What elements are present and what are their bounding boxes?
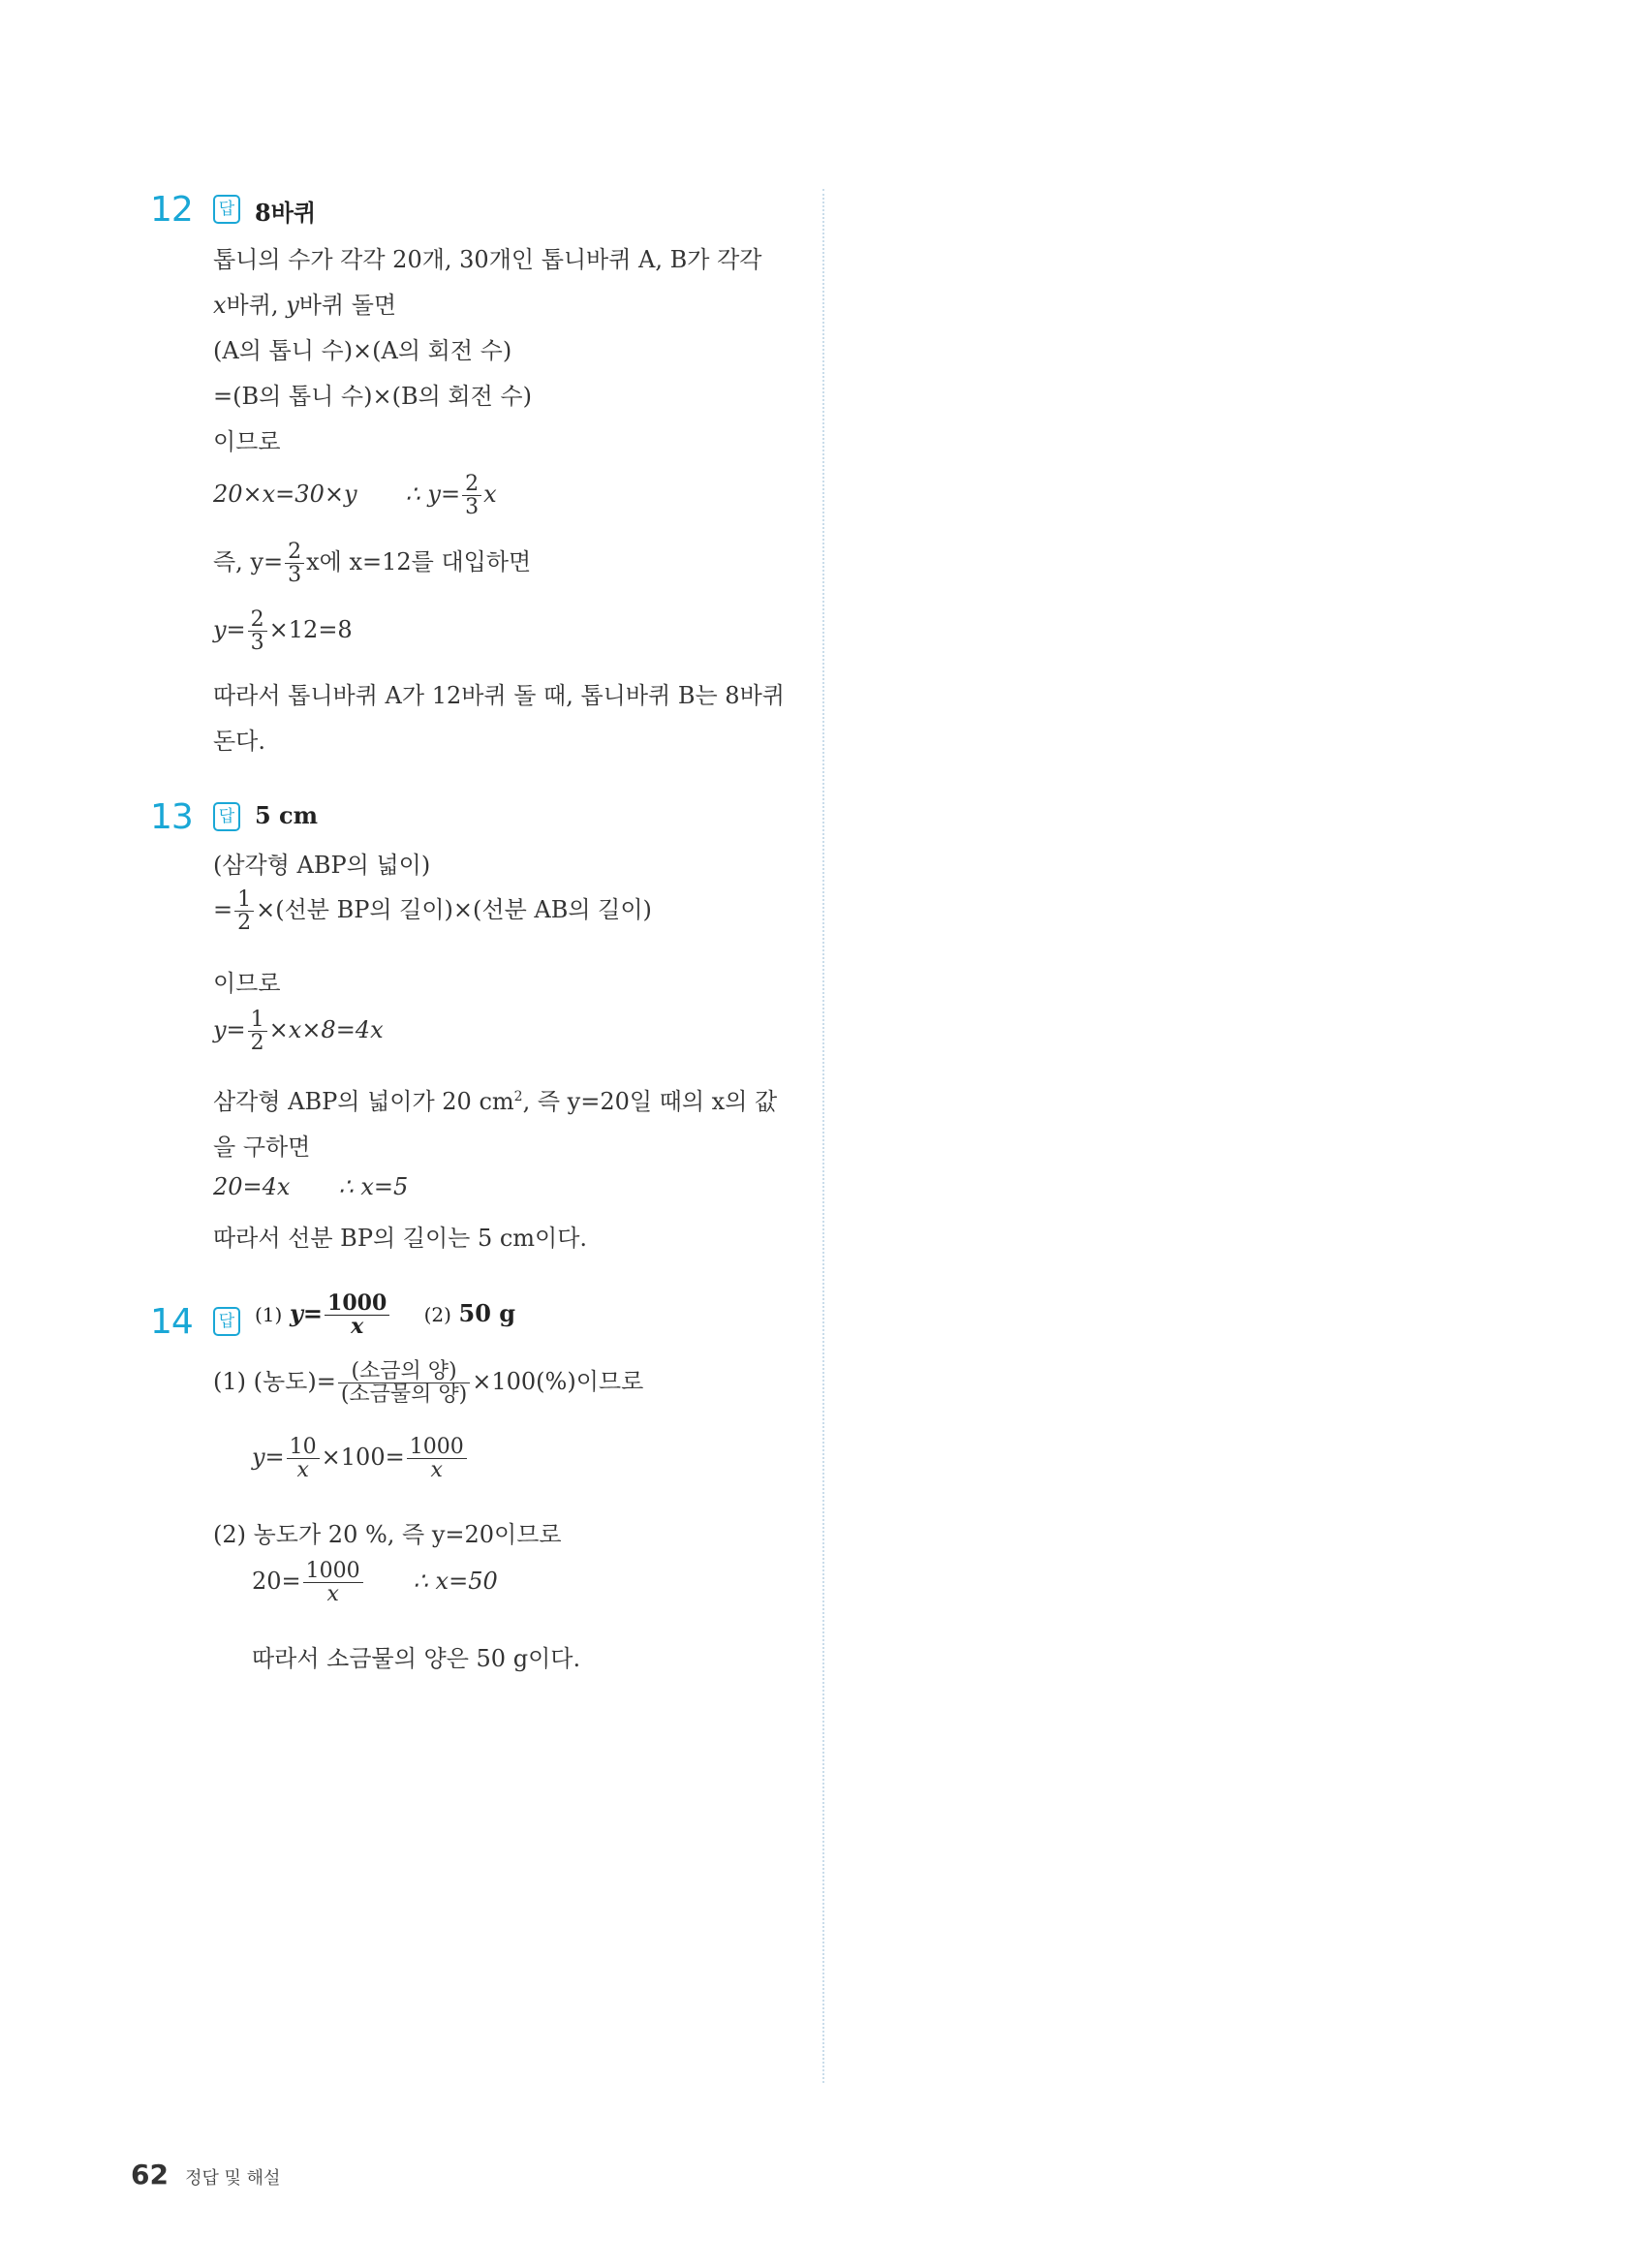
column-divider: [822, 189, 824, 2083]
answer-badge: 답: [213, 802, 240, 831]
solution-line: (A의 톱니 수)×(A의 회전 수): [213, 337, 512, 364]
equation: = $\frac{1}{2}$ ×(선분 BP의 길이)×(선분 AB의 길이): [213, 887, 652, 936]
solution-line: 따라서 톱니바퀴 A가 12바퀴 돌 때, 톱니바퀴 B는 8바퀴: [213, 682, 785, 709]
equation: y= $\frac{2}{3}$ ×12=8: [213, 607, 353, 656]
fraction: $\frac{1000}{x}$: [325, 1292, 389, 1338]
problem-number: 12: [150, 190, 193, 230]
solution-line: 톱니의 수가 각각 20개, 30개인 톱니바퀴 A, B가 각각: [213, 246, 762, 273]
fraction: $\frac{2}{3}$: [462, 473, 481, 518]
solution-line: =(B의 톱니 수)×(B의 회전 수): [213, 383, 532, 410]
solution-line: 을 구하면: [213, 1134, 311, 1161]
fraction: $\frac{2}{3}$: [248, 608, 267, 654]
problem-number: 14: [150, 1302, 193, 1342]
fraction: $\frac{\text{(소금의 양)}}{\text{(소금물의 양)}}$: [338, 1360, 470, 1406]
equation: 20×x=30×y ∴ y= $\frac{2}{3}$ x: [213, 472, 497, 520]
solution-line: 이므로: [213, 428, 281, 455]
equation: (1) (농도)= $\frac{\text{(소금의 양)}}{\text{(소금물의 양)}}$ ×100(%)이므로: [213, 1359, 644, 1408]
fraction: $\frac{10}{x}$: [287, 1436, 320, 1481]
equation: y= $\frac{10}{x}$ ×100= $\frac{1000}{x}$: [252, 1436, 469, 1481]
fraction: $\frac{2}{3}$: [285, 541, 304, 586]
page-number: 62: [131, 2159, 169, 2190]
fraction: $\frac{1000}{x}$: [303, 1560, 363, 1605]
solution-line: 삼각형 ABP의 넓이가 20 $cm^2$, 즉 y=20일 때의 x의 값: [213, 1088, 778, 1115]
solution-line: 따라서 소금물의 양은 50 g이다.: [252, 1645, 581, 1672]
solution-line: 따라서 선분 BP의 길이는 5 cm이다.: [213, 1225, 588, 1252]
equation: 20=4x ∴ x=5: [213, 1173, 409, 1200]
solution-line: (삼각형 ABP의 넓이): [213, 852, 431, 879]
answer-text: 5 cm: [255, 801, 319, 829]
problem-number: 13: [150, 797, 193, 837]
page-footer: [131, 2159, 280, 2190]
fraction: $\frac{1000}{x}$: [407, 1436, 467, 1481]
solution-line: 이므로: [213, 970, 281, 997]
fraction: $\frac{1}{2}$: [248, 1009, 267, 1054]
equation: 20= $\frac{1000}{x}$ ∴ x=50: [252, 1559, 498, 1607]
solution-line: (2) 농도가 20 %, 즉 y=20이므로: [213, 1521, 562, 1548]
answer-badge: 답: [213, 1307, 240, 1336]
solution-line: 돈다.: [213, 728, 265, 755]
answer-text: 8바퀴: [255, 199, 317, 227]
answer-badge: 답: [213, 195, 240, 224]
answer-text: (1) y= $\frac{1000}{x}$ (2) 50 g: [255, 1290, 516, 1340]
fraction: $\frac{1}{2}$: [234, 888, 254, 934]
page-label: 정답 및 해설: [185, 2168, 281, 2189]
solution-line: x바퀴, y바퀴 돌면: [213, 292, 397, 319]
equation: y= $\frac{1}{2}$ ×x×8=4x: [213, 1008, 384, 1056]
equation: 즉, y= $\frac{2}{3}$ x에 x=12를 대입하면: [213, 540, 532, 588]
